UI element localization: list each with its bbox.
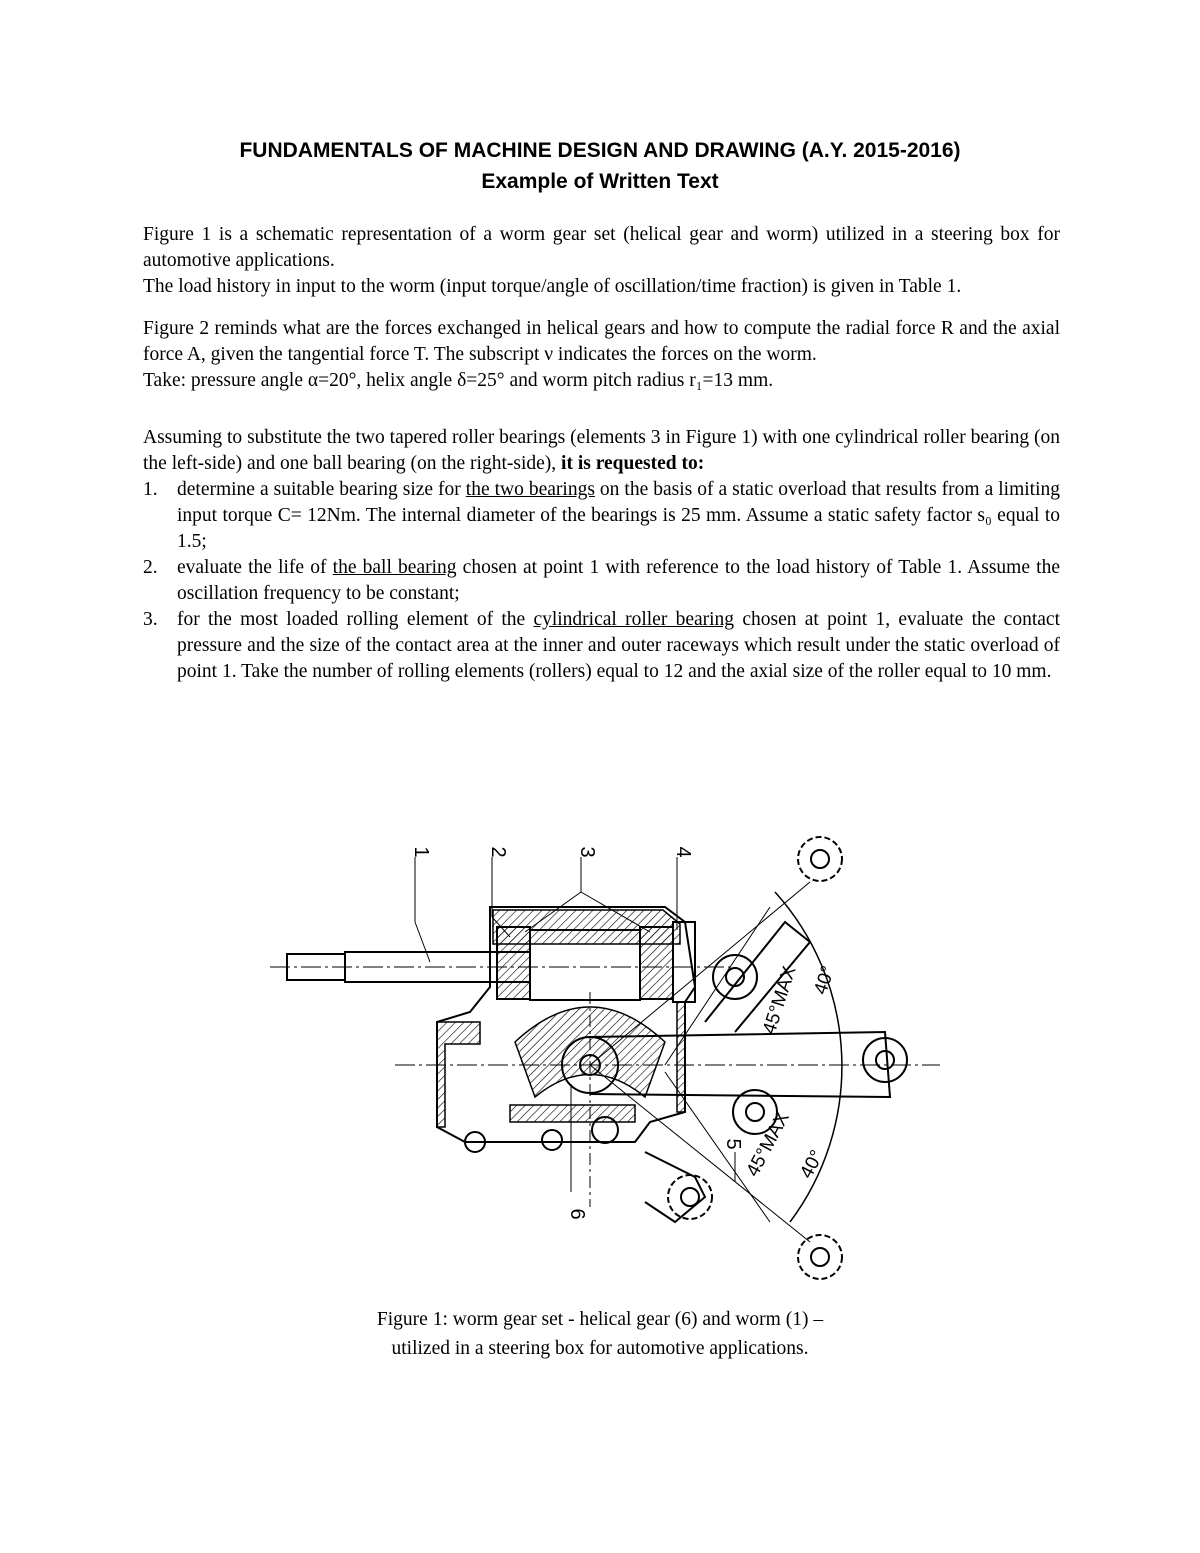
right-bearing	[640, 927, 673, 999]
arm-lower-position	[645, 1152, 705, 1222]
request-lead: Assuming to substitute the two tapered roller bearings (elements 3 in Figure 1) with one cylindrical roller bearing (on the left-side) and one ball bearing (on the right-side),	[143, 427, 1060, 474]
list-item-text: on the basis of a static overload that results from a limiting input torque C= 12Nm. The internal diameter of the bearings is 25 mm. Assume a static safety factor s₀ equal to 1.5;	[177, 479, 1060, 552]
pivot-bottom-inner	[811, 1248, 829, 1266]
list-item-underlined: the ball bearing	[332, 557, 457, 578]
gear-sector	[515, 1007, 665, 1097]
label-4: 4	[672, 846, 694, 858]
angle-lower-max: 45°MAX	[742, 1108, 794, 1181]
pivot-upper-inner	[811, 850, 829, 868]
list-item-number: 2.	[143, 557, 158, 578]
intro-paragraph-2: The load history in input to the worm (input torque/angle of oscillation/time fraction) is given in Table 1.	[143, 276, 962, 297]
list-item-underlined: the two bearings	[465, 479, 595, 500]
list-item-underlined: cylindrical roller bearing	[533, 609, 735, 630]
list-item	[143, 555, 1060, 607]
left-bearing	[497, 927, 530, 999]
steering-box-drawing	[265, 822, 955, 1292]
request-lead-bold: it is requested to:	[561, 453, 705, 474]
label-3: 3	[576, 846, 598, 858]
list-item-number: 3.	[143, 609, 158, 630]
list-item-number: 1.	[143, 479, 158, 500]
label-2: 2	[487, 846, 509, 858]
document-subtitle: Example of Written Text	[481, 170, 719, 193]
figure-caption	[0, 1305, 1200, 1363]
pivot-upper-outer	[798, 837, 842, 881]
body-text	[143, 222, 1060, 685]
document-title: FUNDAMENTALS OF MACHINE DESIGN AND DRAWING (A.Y. 2015-2016)	[239, 139, 961, 162]
list-item-text: chosen at point 1 with reference to the load history of Table 1. Assume the oscillation frequency to be constant;	[177, 557, 1060, 604]
angle-lower-value: 40°	[796, 1146, 829, 1183]
caption-line-1: Figure 1: worm gear set - helical gear (6) and worm (1) –	[376, 1309, 824, 1330]
list-item-text: evaluate the life of	[177, 557, 333, 578]
mount-hole-right	[542, 1130, 562, 1150]
caption-line-2: utilized in a steering box for automotive applications.	[391, 1338, 809, 1359]
pivot-inner-inner	[746, 1103, 764, 1121]
intro-paragraph-4: Take: pressure angle α=20°, helix angle δ=25° and worm pitch radius r₁=13 mm.	[143, 370, 774, 391]
intro-paragraph-3: Figure 2 reminds what are the forces exchanged in helical gears and how to compute the radial force R and the axial force A, given the tangential force T. The subscript ν indicates the forces on the worm.	[143, 318, 1060, 365]
pivot-bottom-outer	[798, 1235, 842, 1279]
list-item-text: determine a suitable bearing size for	[177, 479, 466, 500]
list-item	[143, 607, 1060, 685]
pivot-right-inner	[876, 1051, 894, 1069]
pivot-left-inner	[681, 1188, 699, 1206]
label-5: 5	[722, 1138, 744, 1150]
intro-paragraph-1: Figure 1 is a schematic representation of a worm gear set (helical gear and worm) utilized in a steering box for automotive applications.	[143, 224, 1060, 271]
list-item-text: chosen at point 1, evaluate the contact pressure and the size of the contact area at the inner and outer raceways which result under the static overload of point 1. Take the number of rolling elements (rollers) equal to 12 and the axial size of the roller equal to 10 mm.	[177, 609, 1060, 682]
requirements-list	[143, 477, 1060, 685]
list-item	[143, 477, 1060, 555]
label-6: 6	[566, 1208, 588, 1220]
label-1: 1	[410, 846, 432, 858]
list-item-text: for the most loaded rolling element of the	[177, 609, 534, 630]
leader-1b	[415, 922, 430, 962]
request-paragraph	[143, 425, 1060, 477]
dim-line-lower	[590, 1065, 810, 1242]
pivot-mid-outer	[713, 955, 757, 999]
angle-upper-max: 45°MAX	[758, 963, 801, 1037]
angle-upper-value: 40°	[810, 963, 840, 998]
